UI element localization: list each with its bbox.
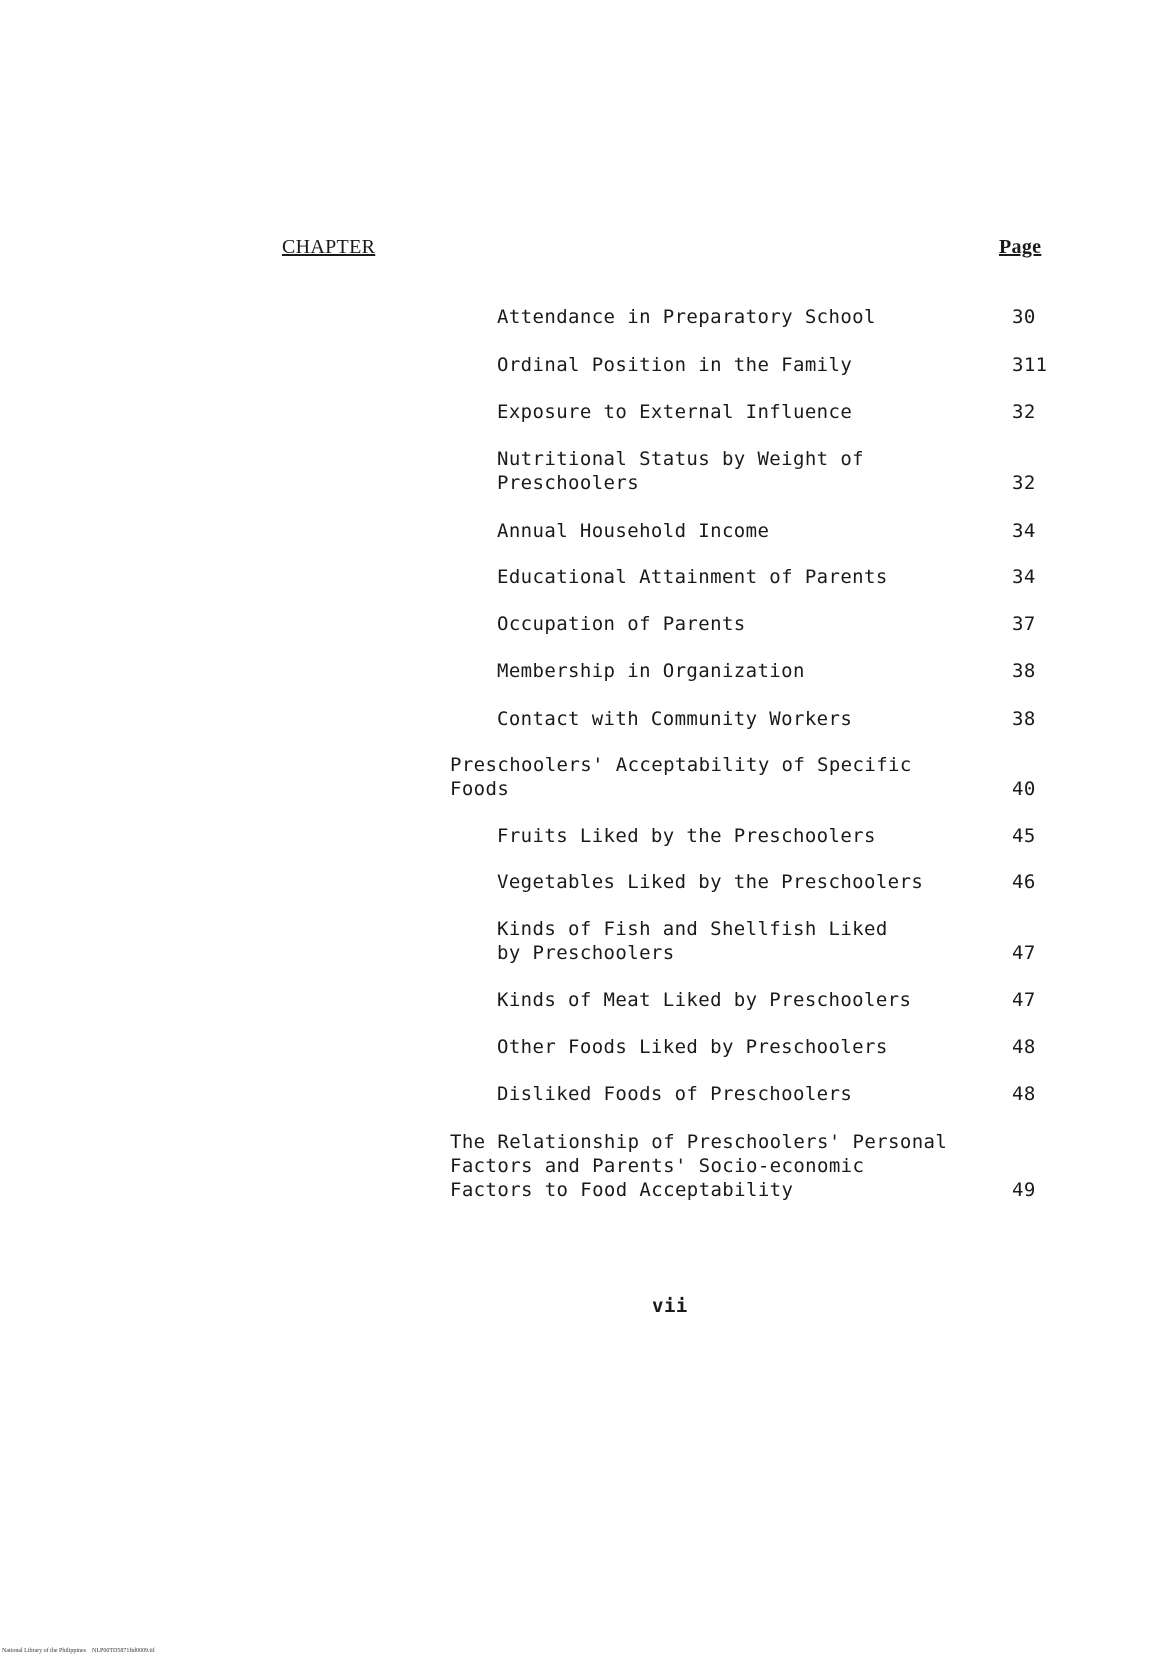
toc-page-number: 45 [1012,825,1036,847]
toc-entry: Occupation of Parents [497,613,746,635]
toc-entry: Disliked Foods of Preschoolers [497,1083,853,1105]
page-heading: Page [999,236,1042,258]
toc-page-number: 32 [1012,401,1036,423]
toc-page-number: 48 [1012,1036,1036,1058]
toc-entry: Exposure to External Influence [497,401,853,423]
toc-page-number: 46 [1012,871,1036,893]
toc-page-number: 47 [1012,989,1036,1011]
toc-entry: Attendance in Preparatory School [497,306,876,328]
toc-page-number: 40 [1012,778,1036,800]
toc-entry: Fruits Liked by the Preschoolers [497,825,876,847]
toc-entry: Contact with Community Workers [497,708,853,730]
toc-section-entry: The Relationship of Preschoolers' Personal Factors and Parents' Socio-economic Factors to Food Acceptability [450,1131,948,1201]
toc-entry: Kinds of Fish and Shellfish Liked by Preschoolers [497,918,888,964]
toc-page-number: 37 [1012,613,1036,635]
toc-page-number: 47 [1012,942,1036,964]
toc-entry: Kinds of Meat Liked by Preschoolers [497,989,912,1011]
page-folio: vii [652,1295,688,1317]
toc-entry: Annual Household Income [497,520,770,542]
footer-file: NLP00TD5871ftd0009.tif [91,1648,155,1654]
toc-page-number: 38 [1012,660,1036,682]
toc-page-number: 38 [1012,708,1036,730]
toc-entry: Nutritional Status by Weight of Preschoolers [497,448,865,494]
toc-page-number: 48 [1012,1083,1036,1105]
toc-entry: Ordinal Position in the Family [497,354,853,376]
toc-page-number: 311 [1012,354,1048,376]
toc-page-number: 32 [1012,472,1036,494]
toc-entry: Other Foods Liked by Preschoolers [497,1036,888,1058]
toc-page-number: 34 [1012,520,1036,542]
toc-page-number: 49 [1012,1179,1036,1201]
toc-page-number: 34 [1012,566,1036,588]
toc-entry: Educational Attainment of Parents [497,566,888,588]
toc-entry: Vegetables Liked by the Preschoolers [497,871,924,893]
toc-section-entry: Preschoolers' Acceptability of Specific Foods [450,754,912,800]
scan-footer [2,1648,155,1654]
toc-entry: Membership in Organization [497,660,805,682]
toc-page-number: 30 [1012,306,1036,328]
footer-source: National Library of the Philippines [2,1648,86,1654]
chapter-heading: CHAPTER [282,236,376,258]
